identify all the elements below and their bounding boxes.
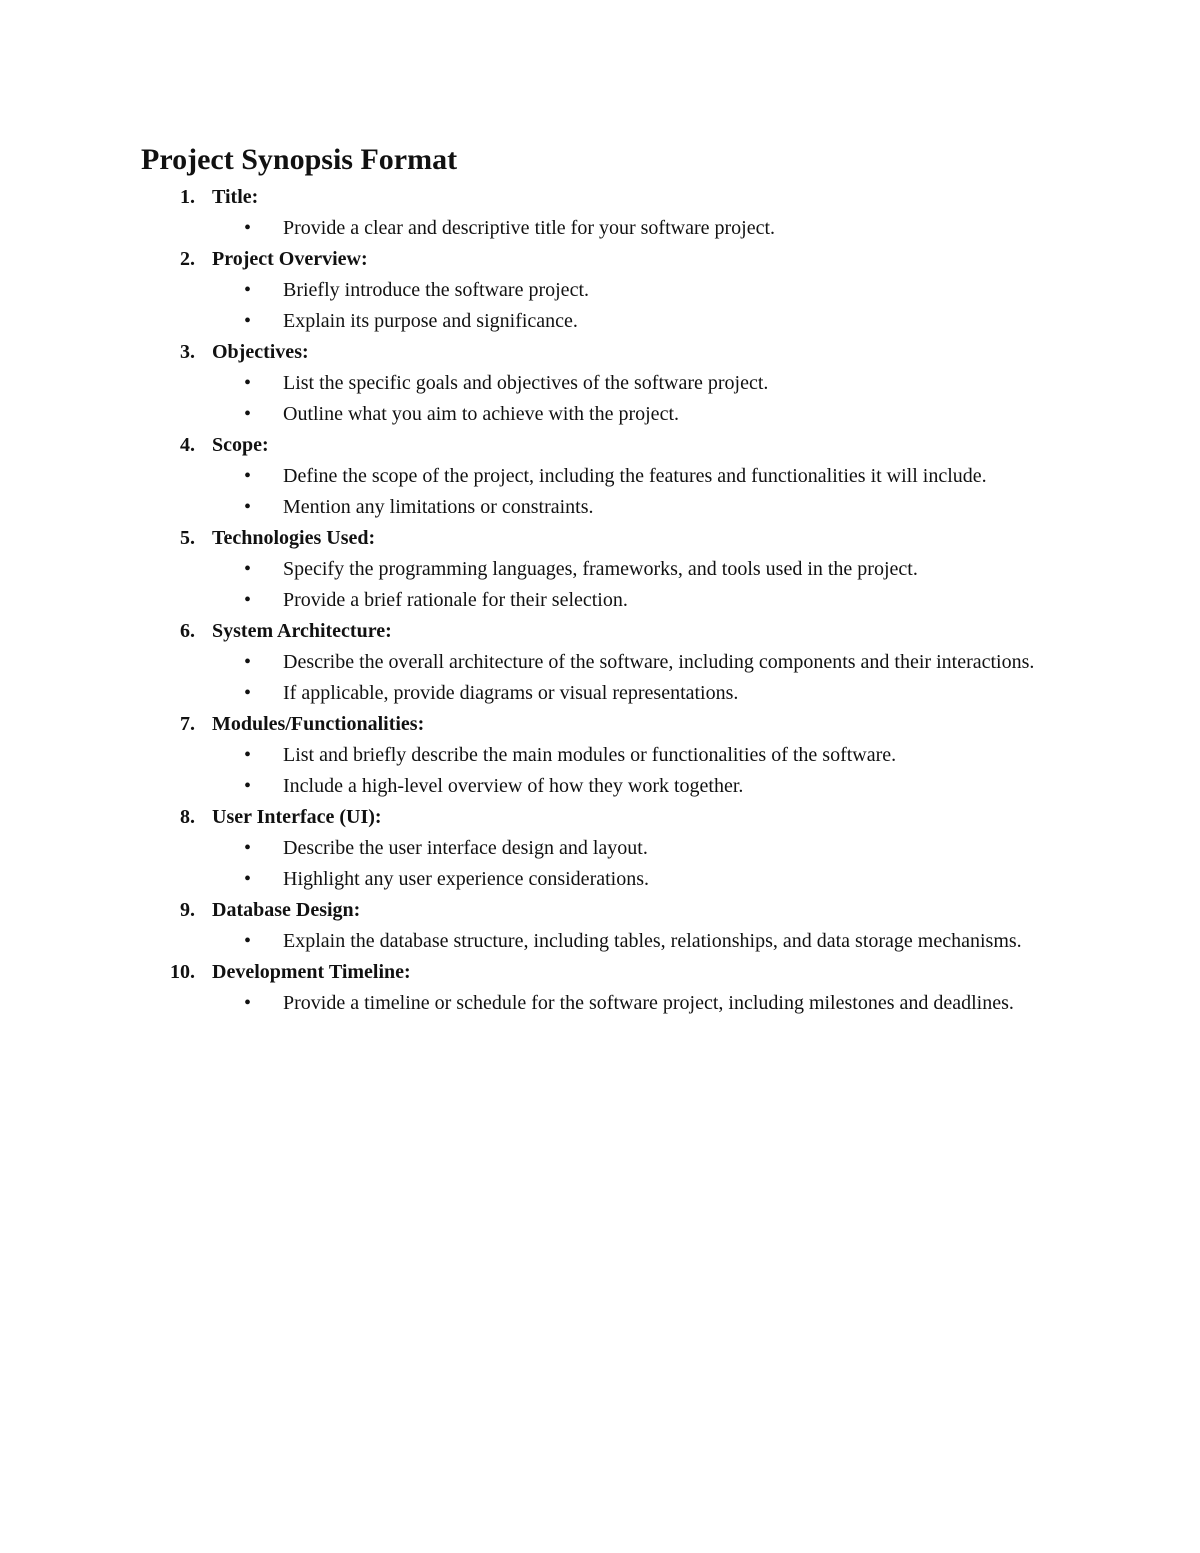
section-item	[0, 802, 1200, 895]
section-number: 6.	[180, 620, 195, 642]
bullet-list	[0, 554, 1200, 616]
section-number: 2.	[180, 248, 195, 270]
bullet-text: List the specific goals and objectives of the software project.	[283, 372, 769, 394]
bullet-icon: •	[244, 682, 252, 704]
section-number: 10.	[170, 961, 195, 983]
section-heading: Development Timeline:	[212, 961, 411, 983]
bullet-icon: •	[244, 589, 252, 611]
bullet-text: Explain the database structure, including tables, relationships, and data storage mechanisms.	[283, 930, 1022, 952]
section-list	[0, 182, 1200, 1019]
section-number: 5.	[180, 527, 195, 549]
bullet-item	[0, 864, 1058, 895]
bullet-item	[0, 740, 1058, 771]
section-item	[0, 244, 1200, 337]
document-title: Project Synopsis Format	[141, 143, 458, 176]
bullet-item	[0, 647, 1058, 678]
section-item	[0, 523, 1200, 616]
section-number: 4.	[180, 434, 195, 456]
bullet-list	[0, 740, 1200, 802]
bullet-text: Explain its purpose and significance.	[283, 310, 578, 332]
bullet-item	[0, 461, 1058, 492]
bullet-list	[0, 833, 1200, 895]
bullet-text: Include a high-level overview of how they work together.	[283, 775, 744, 797]
bullet-item	[0, 833, 1058, 864]
section-item	[0, 895, 1200, 957]
bullet-text: Provide a timeline or schedule for the software project, including milestones and deadlines.	[283, 992, 1014, 1014]
section-heading: Scope:	[212, 434, 269, 456]
section-item	[0, 182, 1200, 244]
bullet-item	[0, 554, 1058, 585]
bullet-text: Specify the programming languages, frameworks, and tools used in the project.	[283, 558, 918, 580]
bullet-item	[0, 492, 1058, 523]
bullet-text: Define the scope of the project, including the features and functionalities it will include.	[283, 465, 987, 487]
section-heading: Objectives:	[212, 341, 309, 363]
bullet-item	[0, 306, 1058, 337]
bullet-text: List and briefly describe the main modules or functionalities of the software.	[283, 744, 897, 766]
section-item	[0, 337, 1200, 430]
bullet-text: Describe the overall architecture of the software, including components and their interactions.	[283, 651, 1035, 673]
bullet-list	[0, 461, 1200, 523]
bullet-icon: •	[244, 558, 252, 580]
bullet-icon: •	[244, 992, 252, 1014]
bullet-icon: •	[244, 868, 252, 890]
section-item	[0, 430, 1200, 523]
section-number: 9.	[180, 899, 195, 921]
section-heading: Technologies Used:	[212, 527, 376, 549]
bullet-text: If applicable, provide diagrams or visual representations.	[283, 682, 739, 704]
bullet-item	[0, 771, 1058, 802]
bullet-text: Provide a brief rationale for their selection.	[283, 589, 628, 611]
section-heading: Database Design:	[212, 899, 361, 921]
section-item	[0, 957, 1200, 1019]
bullet-item	[0, 926, 1058, 957]
bullet-item	[0, 368, 1058, 399]
bullet-icon: •	[244, 279, 252, 301]
bullet-item	[0, 585, 1058, 616]
bullet-icon: •	[244, 465, 252, 487]
bullet-text: Mention any limitations or constraints.	[283, 496, 594, 518]
bullet-icon: •	[244, 217, 252, 239]
bullet-list	[0, 647, 1200, 709]
bullet-text: Briefly introduce the software project.	[283, 279, 589, 301]
bullet-text: Outline what you aim to achieve with the project.	[283, 403, 679, 425]
bullet-item	[0, 399, 1058, 430]
bullet-list	[0, 988, 1200, 1019]
section-heading: Title:	[212, 186, 259, 208]
bullet-icon: •	[244, 930, 252, 952]
section-number: 8.	[180, 806, 195, 828]
section-number: 3.	[180, 341, 195, 363]
bullet-icon: •	[244, 310, 252, 332]
section-item	[0, 616, 1200, 709]
bullet-list	[0, 275, 1200, 337]
bullet-list	[0, 926, 1200, 957]
bullet-icon: •	[244, 403, 252, 425]
bullet-text: Describe the user interface design and layout.	[283, 837, 648, 859]
section-heading: User Interface (UI):	[212, 806, 382, 828]
bullet-list	[0, 213, 1200, 244]
section-number: 1.	[180, 186, 195, 208]
bullet-item	[0, 275, 1058, 306]
section-number: 7.	[180, 713, 195, 735]
section-heading: Modules/Functionalities:	[212, 713, 425, 735]
section-heading: Project Overview:	[212, 248, 368, 270]
bullet-icon: •	[244, 775, 252, 797]
bullet-text: Highlight any user experience considerations.	[283, 868, 649, 890]
section-item	[0, 709, 1200, 802]
bullet-icon: •	[244, 372, 252, 394]
bullet-icon: •	[244, 837, 252, 859]
bullet-item	[0, 988, 1058, 1019]
bullet-icon: •	[244, 496, 252, 518]
section-heading: System Architecture:	[212, 620, 392, 642]
bullet-text: Provide a clear and descriptive title for your software project.	[283, 217, 776, 239]
bullet-icon: •	[244, 651, 252, 673]
bullet-list	[0, 368, 1200, 430]
bullet-icon: •	[244, 744, 252, 766]
bullet-item	[0, 213, 1058, 244]
bullet-item	[0, 678, 1058, 709]
